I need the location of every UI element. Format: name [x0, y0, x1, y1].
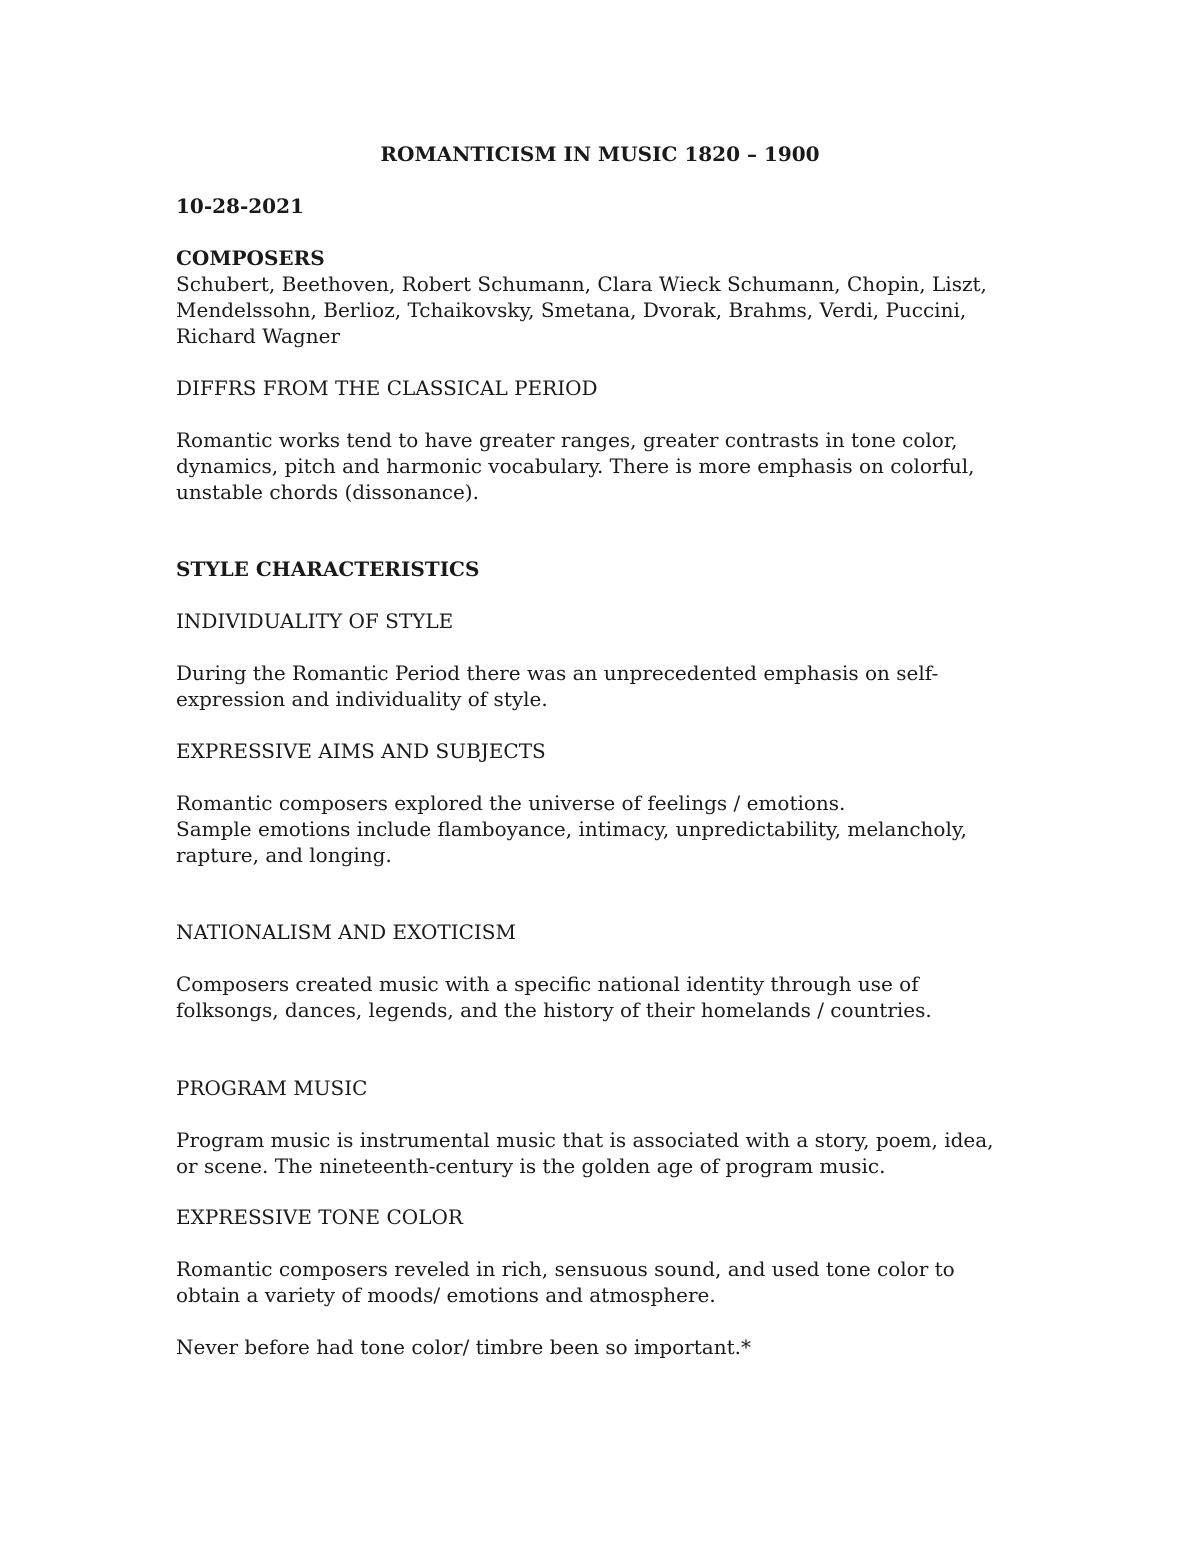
- paragraph-line: Composers created music with a specific national identity through use of: [176, 972, 919, 996]
- composers-list: [176, 271, 1036, 349]
- tone-color-heading: EXPRESSIVE TONE COLOR: [176, 1205, 463, 1229]
- tone-color-paragraph: [176, 1256, 1036, 1308]
- differs-paragraph: [176, 427, 1036, 505]
- paragraph-line: folksongs, dances, legends, and the history of their homelands / countries.: [176, 998, 932, 1022]
- individuality-heading: INDIVIDUALITY OF STYLE: [176, 609, 454, 633]
- document-title: ROMANTICISM IN MUSIC 1820 – 1900: [380, 142, 820, 166]
- paragraph-line: During the Romantic Period there was an unprecedented emphasis on self-: [176, 661, 939, 685]
- expressive-aims-heading: EXPRESSIVE AIMS AND SUBJECTS: [176, 739, 546, 763]
- paragraph-line: Romantic works tend to have greater ranges, greater contrasts in tone color,: [176, 428, 958, 452]
- paragraph-line: Romantic composers reveled in rich, sensuous sound, and used tone color to: [176, 1257, 955, 1281]
- individuality-paragraph: [176, 660, 1036, 712]
- paragraph-line: Program music is instrumental music that is associated with a story, poem, idea,: [176, 1128, 994, 1152]
- paragraph-line: obtain a variety of moods/ emotions and atmosphere.: [176, 1283, 716, 1307]
- composers-line: Schubert, Beethoven, Robert Schumann, Clara Wieck Schumann, Chopin, Liszt,: [176, 272, 987, 296]
- paragraph-line: Sample emotions include flamboyance, intimacy, unpredictability, melancholy,: [176, 817, 967, 841]
- expressive-aims-paragraph: [176, 790, 1036, 868]
- style-characteristics-heading: STYLE CHARACTERISTICS: [176, 557, 480, 581]
- paragraph-line: rapture, and longing.: [176, 843, 392, 867]
- program-music-paragraph: [176, 1127, 1036, 1179]
- paragraph-line: unstable chords (dissonance).: [176, 480, 479, 504]
- program-music-heading: PROGRAM MUSIC: [176, 1076, 368, 1100]
- composers-line: Richard Wagner: [176, 324, 341, 348]
- paragraph-line: expression and individuality of style.: [176, 687, 548, 711]
- paragraph-line: Romantic composers explored the universe of feelings / emotions.: [176, 791, 846, 815]
- paragraph-line: or scene. The nineteenth-century is the golden age of program music.: [176, 1154, 886, 1178]
- composers-line: Mendelssohn, Berlioz, Tchaikovsky, Smetana, Dvorak, Brahms, Verdi, Puccini,: [176, 298, 967, 322]
- nationalism-paragraph: [176, 971, 1036, 1023]
- composers-heading: COMPOSERS: [176, 246, 325, 270]
- tone-color-closing: Never before had tone color/ timbre been so important.*: [176, 1335, 752, 1359]
- document-date: 10-28-2021: [176, 194, 304, 218]
- nationalism-heading: NATIONALISM AND EXOTICISM: [176, 920, 516, 944]
- paragraph-line: dynamics, pitch and harmonic vocabulary. There is more emphasis on colorful,: [176, 454, 975, 478]
- differs-heading: DIFFRS FROM THE CLASSICAL PERIOD: [176, 376, 598, 400]
